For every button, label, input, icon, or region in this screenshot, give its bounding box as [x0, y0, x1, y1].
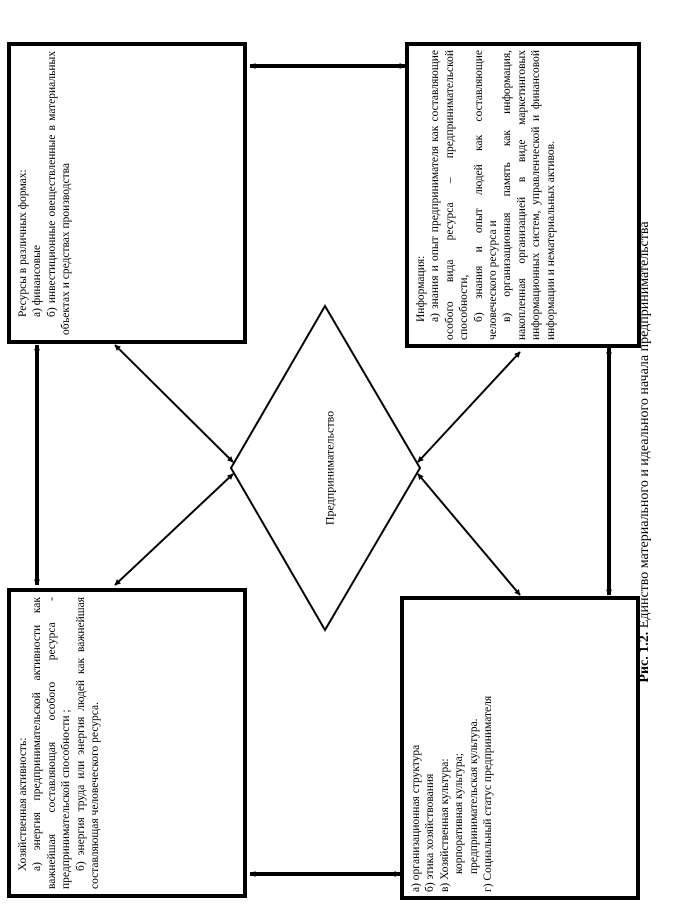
activity-box [7, 588, 247, 898]
structure-item: б) этика хозяйствования [424, 773, 437, 892]
information-title: Информация: [415, 255, 427, 322]
activity-text [16, 597, 238, 889]
structure-item: г) Социальный статус предпринимателя [482, 695, 495, 892]
center-label: Предпринимательство [322, 410, 337, 526]
activity-title: Хозяйственная активность: [17, 737, 29, 871]
information-box [405, 42, 641, 348]
activity-item: б) энергия труда или энергия людей как важнейшая составляющая человеческого ресурса. [74, 597, 102, 889]
structure-text [409, 604, 631, 892]
information-item: в) организационная память как информация, накопленная организацией в виде маркетинговых информационных систем, управленческой и финансовой информации и нематериальных активов. [501, 50, 557, 340]
resources-title: Ресурсы в различных формах: [17, 169, 29, 317]
arrow-activity-center [115, 474, 233, 585]
information-text [414, 50, 632, 340]
figure-caption [637, 142, 661, 762]
structure-subitem: предпринимательская культура. [467, 718, 480, 874]
structure-box [400, 596, 640, 900]
structure-item: в) Хозяйственная культура: [438, 758, 451, 892]
activity-item: а) энергия предпринимательской активности как важнейшая составляющая особого ресурса - предпринимательской способности ; [31, 597, 73, 889]
structure-subitem: корпоративная культура; [453, 753, 466, 874]
figure-caption-label: Рис. 1.2. [637, 631, 652, 683]
figure-caption-text: Единство материального и идеального начала предпринимательства [637, 221, 652, 629]
information-item: а) знания и опыт предпринимателя как составляющие особого вида ресурса – предпринимательской способности, [429, 50, 471, 340]
resources-item: а) финансовые [31, 245, 44, 317]
structure-item: а) организационная структура [410, 744, 422, 892]
resources-box [7, 42, 247, 344]
arrow-structure-center [418, 474, 520, 595]
resources-text [16, 51, 238, 335]
arrow-resources-center [115, 345, 233, 462]
resources-item: б) инвестиционные овеществленные в материальных объектах и средствах производства [45, 51, 73, 335]
information-item: б) знания и опыт людей как составляющие человеческого ресурса и [472, 50, 500, 340]
arrow-information-center [418, 352, 520, 462]
